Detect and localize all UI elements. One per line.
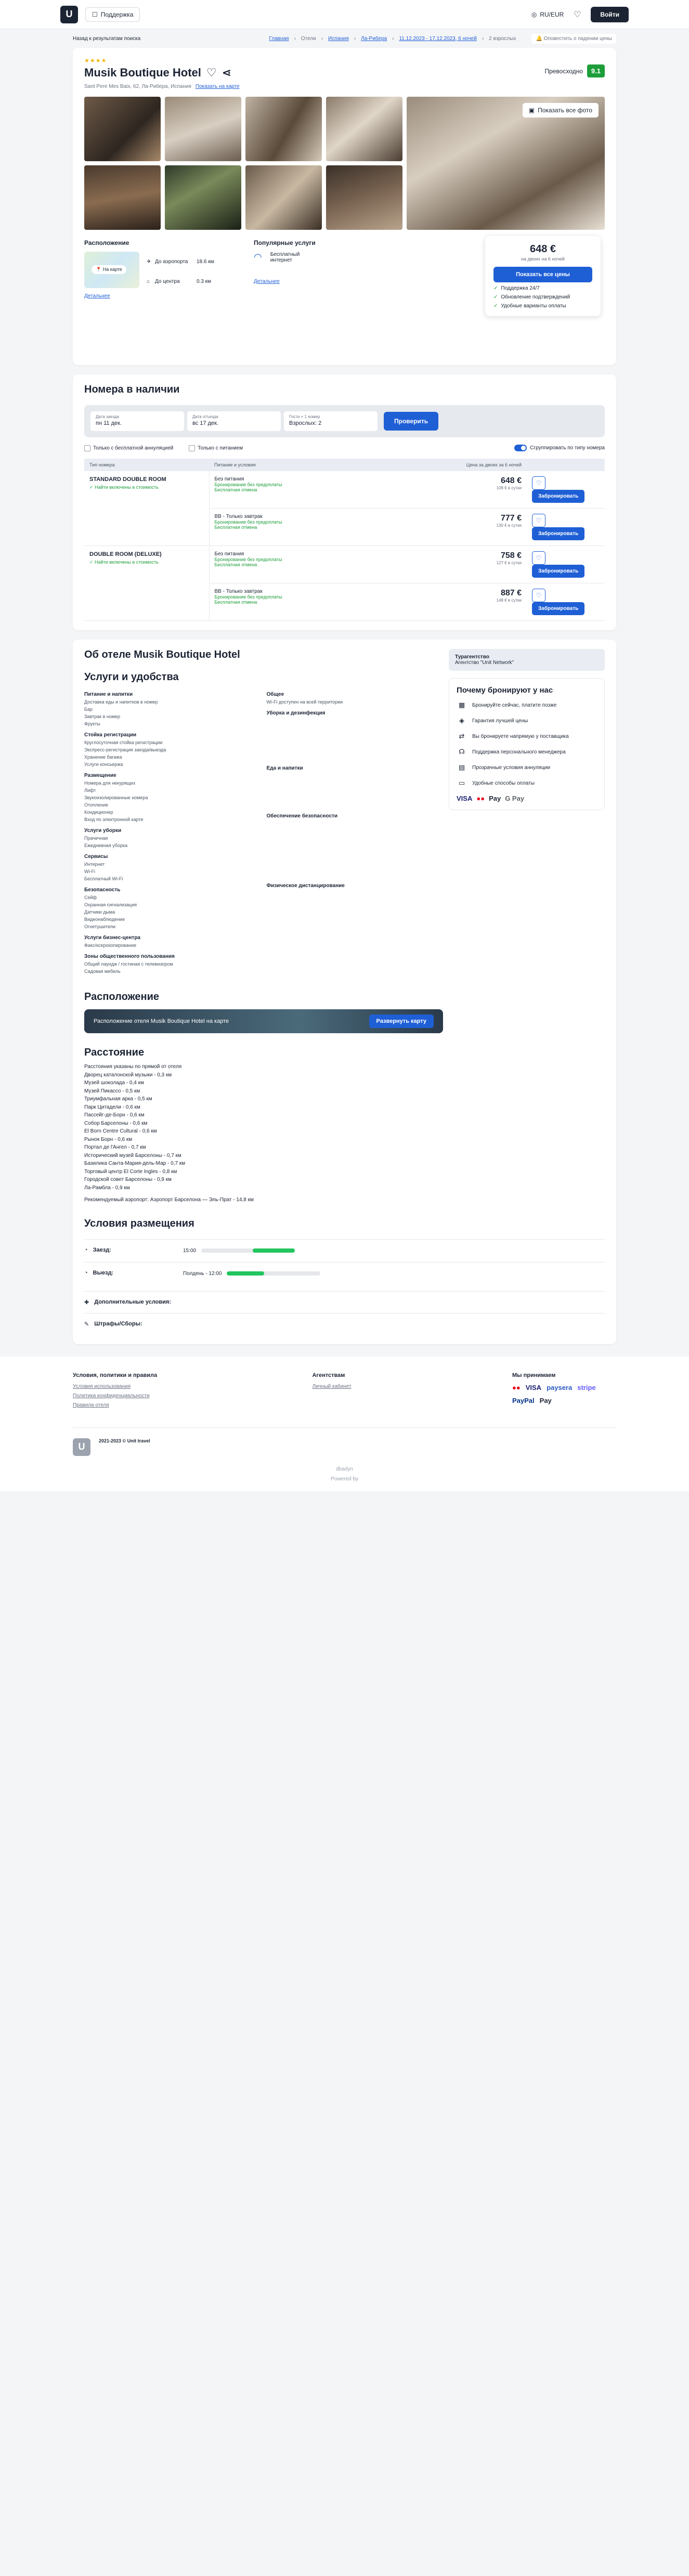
col-header [527, 459, 605, 471]
chat-icon: ☐ [92, 10, 98, 18]
headset-icon: ☊ [459, 748, 465, 756]
book-button[interactable]: Забронировать [532, 527, 584, 540]
service-item [267, 718, 439, 724]
service-item: Кондиционер [84, 810, 113, 815]
distance-item: Музей Пикассо - 0,5 км [84, 1088, 140, 1094]
back-to-results-link[interactable]: Назад к результатам поиска [73, 35, 141, 42]
service-item: Фрукты [84, 721, 100, 726]
distance-item: Базилика Санта-Мария-дель-Мар - 0,7 км [84, 1161, 186, 1166]
hotel-details-card [73, 640, 616, 1344]
clock-icon: ◔ [84, 1269, 88, 1276]
service-item [267, 920, 439, 926]
distance-item: Городской совет Барселоны - 0,9 км [84, 1177, 172, 1182]
login-button[interactable]: Войти [591, 7, 629, 22]
service-item [267, 725, 439, 731]
service-item: Общий лаундж / гостиная с телевизором [84, 961, 173, 967]
language-currency-selector[interactable]: ◎ RU/EUR [531, 10, 564, 18]
hotel-name: Musik Boutique Hotel [84, 66, 201, 79]
toggle-switch[interactable] [514, 445, 527, 451]
copyright: 2021-2023 © Unit travel [99, 1438, 150, 1443]
clock-icon: ◔ [84, 1246, 88, 1253]
expand-map-button[interactable]: Развернуть карту [369, 1014, 434, 1028]
service-group-title: Услуги бизнес-центра [84, 935, 140, 941]
show-all-prices-button[interactable]: Показать все цены [493, 267, 592, 282]
favorite-icon[interactable]: ♡ [532, 476, 545, 490]
calendar-icon: ▦ [458, 701, 465, 709]
hotel-address: Sant Pere Mes Baix, 62, Ла-Рибера, Испания [84, 84, 191, 89]
agency-box: Турагентство Агентство "Unit Network" [449, 649, 605, 671]
review-score: Превосходно 9.1 [544, 64, 605, 77]
service-item [267, 905, 439, 911]
checkin-time-bar [201, 1248, 295, 1253]
favorites-icon[interactable]: ♡ [574, 10, 581, 19]
service-item: Сейф [84, 895, 97, 900]
services-list [84, 686, 438, 978]
gallery-photo[interactable] [84, 165, 161, 230]
puzzle-icon: ✚ [84, 1299, 89, 1306]
distances-section: Расстояние Расстояния указаны по прямой от отеля Дворец каталонской музыки - 0,3 км Музей шоколада - 0,4 км Музей Пикассо - 0,5 км Триумфальная арка - 0,5 км Парк Цитадели - 0,6 км Пассейг-де-Борн - 0,6 км Собор Барселоны - 0,6 км El Born Centre Cultural - 0,6 км Рынок Борн - 0,6 км Портал де l'Ангел - 0,7 км Исторический музей Барселоны - 0,7 км Базилика Санта-Мария-дель-Мар - 0,7 км Торговый центр El Corte Ingles - 0,8 км Городской совет Барселоны - 0,9 км Ла-Рамбла - 0,9 км Рекомендуемый аэропорт: Аэропорт Барселона — Эль-Прат - 14,8 км [84, 1047, 605, 1204]
checkout-field[interactable]: Дата отъезда вс 17 дек. [187, 411, 281, 431]
taxes-included-tag: ✓ Найти включены в стоимость [89, 485, 159, 490]
service-item: Датчики дыма [84, 909, 115, 915]
document-icon: ▤ [458, 763, 465, 771]
service-group-title: Размещение [84, 773, 116, 778]
visa-logo: VISA [525, 1383, 542, 1391]
service-group-title: Обеспечение безопасности [266, 813, 338, 819]
check-icon: ✓ [493, 285, 498, 291]
breadcrumb-area[interactable]: Ла-Рибера [361, 35, 387, 42]
gallery-main-photo[interactable] [407, 97, 605, 230]
service-item [267, 780, 439, 786]
map-banner[interactable]: Расположение отеля Musik Boutique Hotel на карте Развернуть карту [84, 1009, 443, 1033]
check-availability-button[interactable]: Проверить [384, 412, 438, 431]
service-group-title: Зоны общественного пользования [84, 954, 175, 959]
service-item: Факс/ксерокопирование [84, 943, 137, 948]
footer: Условия, политики и правила Условия использования Политика конфиденциальности Правила отеля Агентствам Личный кабинет Мы принимаем ●● VISA paysera stripe PayPal Pay U 2021-2023 © Unit travel dbadyn Powered by [0, 1357, 689, 1491]
book-button[interactable]: Забронировать [532, 565, 584, 578]
distance-item: El Born Centre Cultural - 0,6 км [84, 1128, 157, 1134]
fees-row: ✎ Штрафы/Сборы: [84, 1313, 605, 1335]
date-guest-search [84, 405, 605, 437]
service-item [267, 754, 439, 760]
room-name: STANDARD DOUBLE ROOM [89, 476, 166, 483]
service-item: Ежедневная уборка [84, 843, 128, 848]
service-item: Бар [84, 707, 93, 712]
show-on-map-link[interactable]: Показать на карте [195, 84, 240, 89]
location-details-link[interactable]: Детальнее [84, 293, 110, 299]
rooms-title: Номера в наличии [84, 384, 180, 395]
rooms-table [84, 459, 605, 621]
guests-field[interactable]: Гости + 1 номер Взрослых: 2 [284, 411, 378, 431]
distance-item: Торговый центр El Corte Ingles - 0,8 км [84, 1168, 177, 1175]
distance-item: Музей шоколада - 0,4 км [84, 1080, 144, 1086]
service-item [267, 872, 439, 878]
distance-item: Портал де l'Ангел - 0,7 км [84, 1144, 146, 1150]
gallery-photo[interactable] [326, 165, 402, 230]
photo-gallery [84, 97, 605, 230]
visa-logo: VISA [457, 795, 473, 802]
paysera-logo: paysera [547, 1383, 573, 1391]
extra-conditions-row: ✚ Дополнительные условия: [84, 1291, 605, 1313]
popular-amenities: Популярные услуги ◠ Бесплатный интернет Детальнее [254, 239, 316, 284]
why-book-box: Почему бронируют у нас ▦ Бронируйте сейчас, платите позже ◈ Гарантия лучшей цены ⇄ Вы бронируете напрямую у поставщика ☊ Поддержка персонального менеджера ▤ Прозрачные условия аннуляции ▭ Удобные способы оплаты VISA ●● Pay G Pay [449, 678, 605, 810]
service-group-title: Физическое дистанцирование [266, 883, 345, 889]
watermark: dbadyn [336, 1466, 353, 1472]
service-item [267, 733, 439, 738]
gallery-photo[interactable] [165, 165, 241, 230]
price-summary-box: 648 € на двоих на 6 ночей Показать все цены ✓ Поддержка 24/7 ✓ Обновление подтверждений ✓ Удобные варианты оплаты [485, 236, 601, 316]
price-alert-link[interactable]: 🔔 Оповестить о падении цены [531, 34, 616, 44]
policies-section: Условия размещения ◔ Заезд: 15:00 ◔ Выезд: Полдень - 12:00 ✚ Дополнительные условия: ✎ Штрафы/Сборы: [84, 1218, 605, 1335]
service-item: Услуги консьержа [84, 762, 123, 767]
gallery-photo[interactable] [84, 97, 161, 161]
site-logo[interactable]: U [60, 6, 78, 23]
service-item [267, 747, 439, 753]
table-row: BB - Только завтрак Бронирование без предоплаты Бесплатная отмена 887 € 148 € в сутки ♡ Забронировать [84, 583, 605, 621]
footer-link[interactable]: Правила отеля [73, 1402, 109, 1408]
distance-item: Исторический музей Барселоны - 0,7 км [84, 1152, 181, 1159]
service-group-title: Безопасность [84, 887, 121, 893]
distance-item: Рынок Борн - 0,6 км [84, 1136, 133, 1142]
building-icon: ⌂ [147, 278, 150, 284]
checkin-field[interactable]: Дата заезда пн 11 дек. [90, 411, 184, 431]
handshake-icon: ⇄ [459, 732, 465, 740]
paypal-logo: PayPal [512, 1396, 535, 1404]
service-item [267, 857, 439, 863]
checkout-time-bar [227, 1271, 320, 1276]
distance-item: Триумфальная арка - 0,5 км [84, 1096, 152, 1102]
table-row: STANDARD DOUBLE ROOM ✓ Найти включены в стоимость Без питания Бронирование без предоплаты Бесплатная отмена 648 € 108 € в сутки ♡ Забронировать [84, 471, 605, 509]
col-header: Цена за двоих за 6 ночей [392, 459, 527, 471]
table-row: BB - Только завтрак Бронирование без предоплаты Бесплатная отмена 777 € 130 € в сутки ♡ Забронировать [84, 509, 605, 546]
service-item [267, 740, 439, 746]
breadcrumb-guests: 2 взрослых [489, 35, 516, 42]
service-item [267, 913, 439, 918]
service-group-title: Питание и напитки [84, 692, 133, 697]
footer-link[interactable]: Политика конфиденциальности [73, 1393, 150, 1399]
service-item [267, 773, 439, 779]
taxes-included-tag: ✓ Найти включены в стоимость [89, 560, 159, 565]
apple-pay-logo: Pay [539, 1396, 552, 1404]
service-item: Звукоизолированные номера [84, 795, 148, 800]
distance-item: Дворец каталонской музыки - 0,3 км [84, 1072, 172, 1078]
favorite-icon[interactable]: ♡ [532, 514, 545, 527]
service-item [267, 828, 439, 834]
service-item: Хранение багажа [84, 754, 122, 760]
pencil-icon: ✎ [84, 1321, 89, 1328]
top-header [0, 0, 689, 29]
service-item [267, 788, 439, 793]
services-title: Услуги и удобства [84, 671, 179, 683]
service-item: Отопление [84, 802, 109, 808]
service-group-title: Стойка регистрации [84, 732, 137, 738]
gallery-photo[interactable] [245, 165, 322, 230]
plane-icon: ✈ [147, 258, 151, 265]
breadcrumb-home[interactable]: Главная [269, 35, 289, 42]
service-item [267, 802, 439, 808]
breadcrumb-hotels[interactable]: Отели [301, 35, 316, 42]
service-item: Прачечная [84, 836, 108, 841]
service-item [267, 795, 439, 801]
checkbox[interactable] [189, 445, 195, 451]
favorite-icon[interactable]: ♡ [532, 589, 545, 602]
favorite-icon[interactable]: ♡ [206, 66, 217, 79]
free-cancellation-filter[interactable]: Только с бесплатной аннуляцией [84, 445, 173, 451]
show-all-photos-button[interactable]: ▣ Показать все фото [523, 103, 599, 118]
service-item [267, 821, 439, 827]
service-item: Wi-Fi [84, 869, 95, 874]
footer-link[interactable]: Личный кабинет [312, 1383, 352, 1389]
map-pin: 📍 На карте [92, 265, 126, 274]
apple-pay-logo: Pay [489, 795, 501, 802]
location-section: Расположение Расположение отеля Musik Boutique Hotel на карте Развернуть карту [84, 991, 443, 1033]
service-group-title: Сервисы [84, 854, 108, 860]
service-item: Бесплатный Wi-Fi [84, 876, 123, 881]
service-item: Завтрак в номер [84, 714, 121, 719]
distance-item: Собор Барселоны - 0,6 км [84, 1120, 148, 1126]
service-item: Садовая мебель [84, 969, 121, 974]
service-item [267, 843, 439, 849]
star-rating: ★★★★ [84, 58, 107, 64]
book-button[interactable]: Забронировать [532, 490, 584, 503]
service-item: Огнетушители [84, 924, 115, 929]
stripe-logo: stripe [577, 1383, 596, 1391]
meals-filter[interactable]: Только с питанием [189, 445, 243, 451]
room-name: DOUBLE ROOM (DELUXE) [89, 551, 162, 557]
service-item: Интернет [84, 862, 105, 867]
breadcrumb: Назад к результатам поиска Главная › Отели › Испания › Ла-Рибера › 11.12.2023 - 17.12.2023, 6 ночей › 2 взрослых 🔔 Оповестить о падении цены [0, 29, 689, 48]
checkin-row: ◔ Заезд: 15:00 [84, 1239, 605, 1262]
service-item: Экспресс-регистрация заезда/выезда [84, 747, 166, 752]
google-pay-logo: G Pay [505, 795, 525, 802]
rooms-section [73, 374, 616, 630]
amenities-details-link[interactable]: Детальнее [254, 279, 280, 284]
distance-item: Ла-Рамбла - 0,9 км [84, 1185, 130, 1191]
hotel-overview-card [73, 48, 616, 365]
distance-item: Парк Цитадели - 0,6 км [84, 1104, 140, 1110]
service-item: Доставка еды и напитков в номер [84, 699, 158, 705]
favorite-icon[interactable]: ♡ [532, 551, 545, 565]
mastercard-logo: ●● [476, 795, 485, 802]
distance-item: Пассейг-де-Борн - 0,6 км [84, 1112, 145, 1118]
service-group-title: Услуги уборки [84, 828, 122, 834]
service-item: Круглосуточная стойка регистрации [84, 740, 163, 745]
table-row: DOUBLE ROOM (DELUXE) ✓ Найти включены в стоимость Без питания Бронирование без предоплаты Бесплатная отмена 758 € 127 € в сутки ♡ Забронировать [84, 546, 605, 583]
card-icon: ▭ [458, 779, 465, 787]
checkout-row: ◔ Выезд: Полдень - 12:00 [84, 1262, 605, 1291]
service-item [267, 891, 439, 896]
shield-icon: ◈ [459, 717, 464, 724]
service-item: Вход по электронной карте [84, 817, 144, 822]
gallery-photo[interactable] [165, 97, 241, 161]
footer-payment-logos [512, 1384, 616, 1404]
footer-logo: U [73, 1438, 90, 1456]
group-by-room-toggle[interactable]: Сгруппировать по типу номера [514, 445, 605, 451]
col-header: Тип номера [84, 459, 209, 471]
payment-logos [457, 795, 597, 802]
about-section: Об отеле Musik Boutique Hotel [84, 649, 240, 660]
service-item: Видеонаблюдение [84, 917, 125, 922]
share-icon[interactable]: ⋖ [222, 66, 232, 79]
powered-by: Powered by [331, 1476, 358, 1482]
col-header: Питание и условия [209, 459, 370, 471]
globe-icon: ◎ [531, 10, 537, 18]
mastercard-logo: ●● [512, 1383, 521, 1391]
service-item [267, 836, 439, 841]
support-button[interactable]: ☐ Поддержка [85, 7, 140, 22]
wifi-icon: ◠ [254, 252, 262, 262]
service-item: Wi-Fi доступен на всей территории [266, 699, 343, 705]
col-header [370, 459, 392, 471]
breadcrumb-country[interactable]: Испания [328, 35, 349, 42]
service-item [267, 865, 439, 870]
location-summary: Расположение 📍 На карте ✈ До аэропорта 18.6 км ⌂ До центра 0.3 км Детальнее [84, 239, 217, 299]
service-item [267, 850, 439, 856]
gallery-photo[interactable] [326, 97, 402, 161]
service-group-title: Общее [266, 692, 284, 697]
check-icon: ✓ [493, 303, 498, 309]
check-icon: ✓ [493, 294, 498, 300]
mini-map[interactable] [84, 252, 139, 288]
gallery-photo[interactable] [245, 97, 322, 161]
service-group-title: Уборка и дезинфекция [266, 710, 326, 716]
service-item: Охранная сигнализация [84, 902, 137, 907]
service-item [267, 898, 439, 904]
service-item: Номера для некурящих [84, 780, 136, 786]
image-icon: ▣ [528, 107, 535, 114]
book-button[interactable]: Забронировать [532, 602, 584, 615]
service-group-title: Еда и напитки [266, 765, 303, 771]
checkbox[interactable] [84, 445, 90, 451]
footer-link[interactable]: Условия использования [73, 1383, 131, 1389]
breadcrumb-dates[interactable]: 11.12.2023 - 17.12.2023, 6 ночей [399, 35, 477, 42]
service-item: Лифт [84, 788, 96, 793]
